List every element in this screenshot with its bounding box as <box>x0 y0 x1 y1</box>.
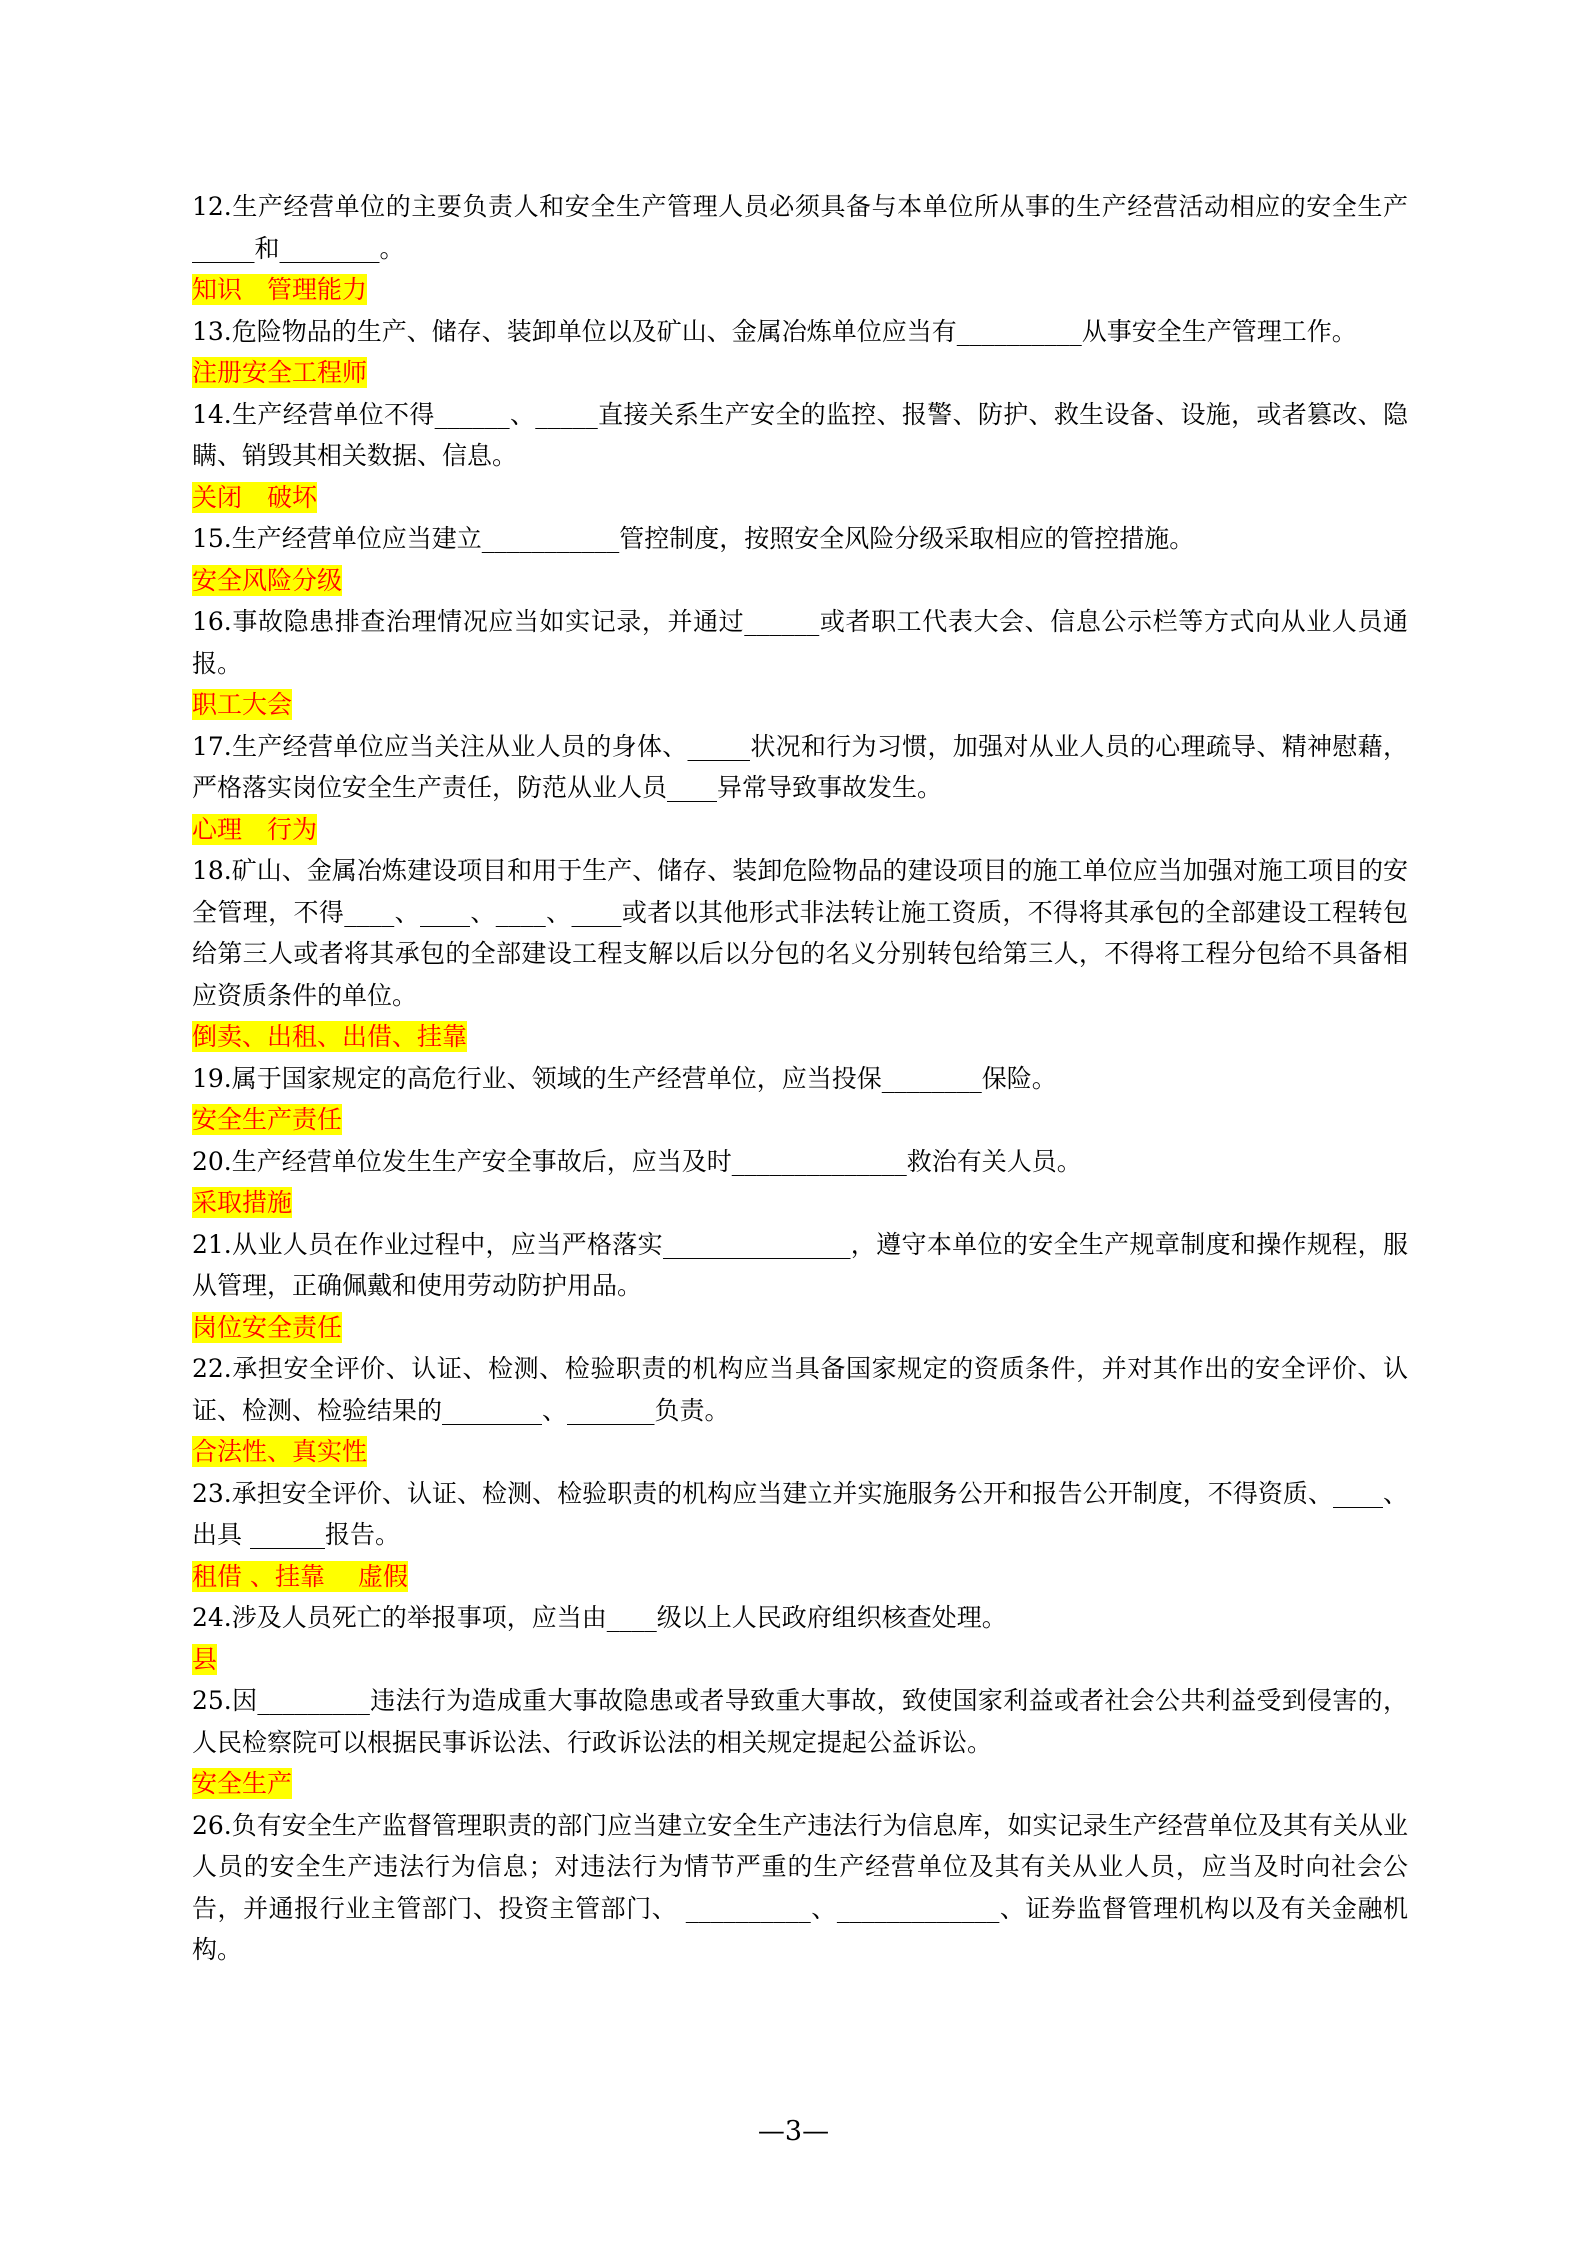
question-22: 22.承担安全评价、认证、检测、检验职责的机构应当具备国家规定的资质条件，并对其作出的安全评价、认证、检测、检验结果的________、_______负责。 <box>192 1354 1408 1425</box>
question-18: 18.矿山、金属冶炼建设项目和用于生产、储存、装卸危险物品的建设项目的施工单位应当加强对施工项目的安全管理，不得____、____、____、____或者以其他形式非法转让施工资质，不得将其承包的全部建设工程转包给第三人或者将其承包的全部建设工程支解以后以分包的名义分别转包给第三人，不得将工程分包给不具备相应资质条件的单位。 <box>192 856 1408 1010</box>
answer-18: 倒卖、出租、出借、挂靠 <box>192 1022 468 1051</box>
question-13: 13.危险物品的生产、储存、装卸单位以及矿山、金属冶炼单位应当有__________从事安全生产管理工作。 <box>192 316 1357 346</box>
answer-24: 县 <box>192 1644 218 1674</box>
answer-21: 岗位安全责任 <box>192 1312 343 1342</box>
question-14: 14.生产经营单位不得______、_____直接关系生产安全的监控、报警、防护、救生设备、设施，或者篡改、隐瞒、销毁其相关数据、信息。 <box>192 399 1408 470</box>
answer-15: 安全风险分级 <box>192 565 343 595</box>
page-number: —3— <box>757 2116 830 2147</box>
question-12: 12.生产经营单位的主要负责人和安全生产管理人员必须具备与本单位所从事的生产经营活动相应的安全生产_____和________。 <box>192 192 1408 263</box>
question-26: 26.负有安全生产监督管理职责的部门应当建立安全生产违法行为信息库，如实记录生产经营单位及其有关从业人员的安全生产违法行为信息；对违法行为情节严重的生产经营单位及其有关从业人员，应当及时向社会公告，并通报行业主管部门、投资主管部门、 __________、_____________、证券监督管理机构以及有关金融机构。 <box>192 1810 1408 1964</box>
question-21: 21.从业人员在作业过程中，应当严格落实_______________，遵守本单位的安全生产规章制度和操作规程，服从管理，正确佩戴和使用劳动防护用品。 <box>192 1229 1408 1300</box>
question-25: 25.因_________违法行为造成重大事故隐患或者导致重大事故，致使国家利益或者社会公共利益受到侵害的，人民检察院可以根据民事诉讼法、行政诉讼法的相关规定提起公益诉讼。 <box>192 1686 1408 1757</box>
answer-20: 采取措施 <box>192 1188 293 1217</box>
answer-12: 知识 管理能力 <box>192 275 368 304</box>
question-16: 16.事故隐患排查治理情况应当如实记录，并通过______或者职工代表大会、信息公示栏等方式向从业人员通报。 <box>192 607 1408 678</box>
question-17: 17.生产经营单位应当关注从业人员的身体、_____状况和行为习惯，加强对从业人员的心理疏导、精神慰藉，严格落实岗位安全生产责任，防范从业人员____异常导致事故发生。 <box>192 731 1408 802</box>
answer-16: 职工大会 <box>192 690 293 719</box>
answer-23: 租借 、挂靠 虚假 <box>192 1561 408 1591</box>
document-body <box>192 186 1408 1971</box>
answer-13: 注册安全工程师 <box>192 358 368 387</box>
answer-19: 安全生产责任 <box>192 1105 343 1134</box>
answer-25: 安全生产 <box>192 1769 293 1798</box>
question-15: 15.生产经营单位应当建立___________管控制度，按照安全风险分级采取相应的管控措施。 <box>192 524 1195 553</box>
answer-14: 关闭 破坏 <box>192 482 318 512</box>
answer-22: 合法性、真实性 <box>192 1437 368 1466</box>
question-19: 19.属于国家规定的高危行业、领域的生产经营单位，应当投保________保险。 <box>192 1063 1057 1093</box>
answer-17: 心理 行为 <box>192 814 318 844</box>
question-23: 23.承担安全评价、认证、检测、检验职责的机构应当建立并实施服务公开和报告公开制度，不得资质、____、出具 ______报告。 <box>192 1478 1408 1549</box>
question-24: 24.涉及人员死亡的举报事项，应当由____级以上人民政府组织核查处理。 <box>192 1603 1007 1632</box>
question-20: 20.生产经营单位发生生产安全事故后，应当及时______________救治有关人员。 <box>192 1146 1082 1176</box>
